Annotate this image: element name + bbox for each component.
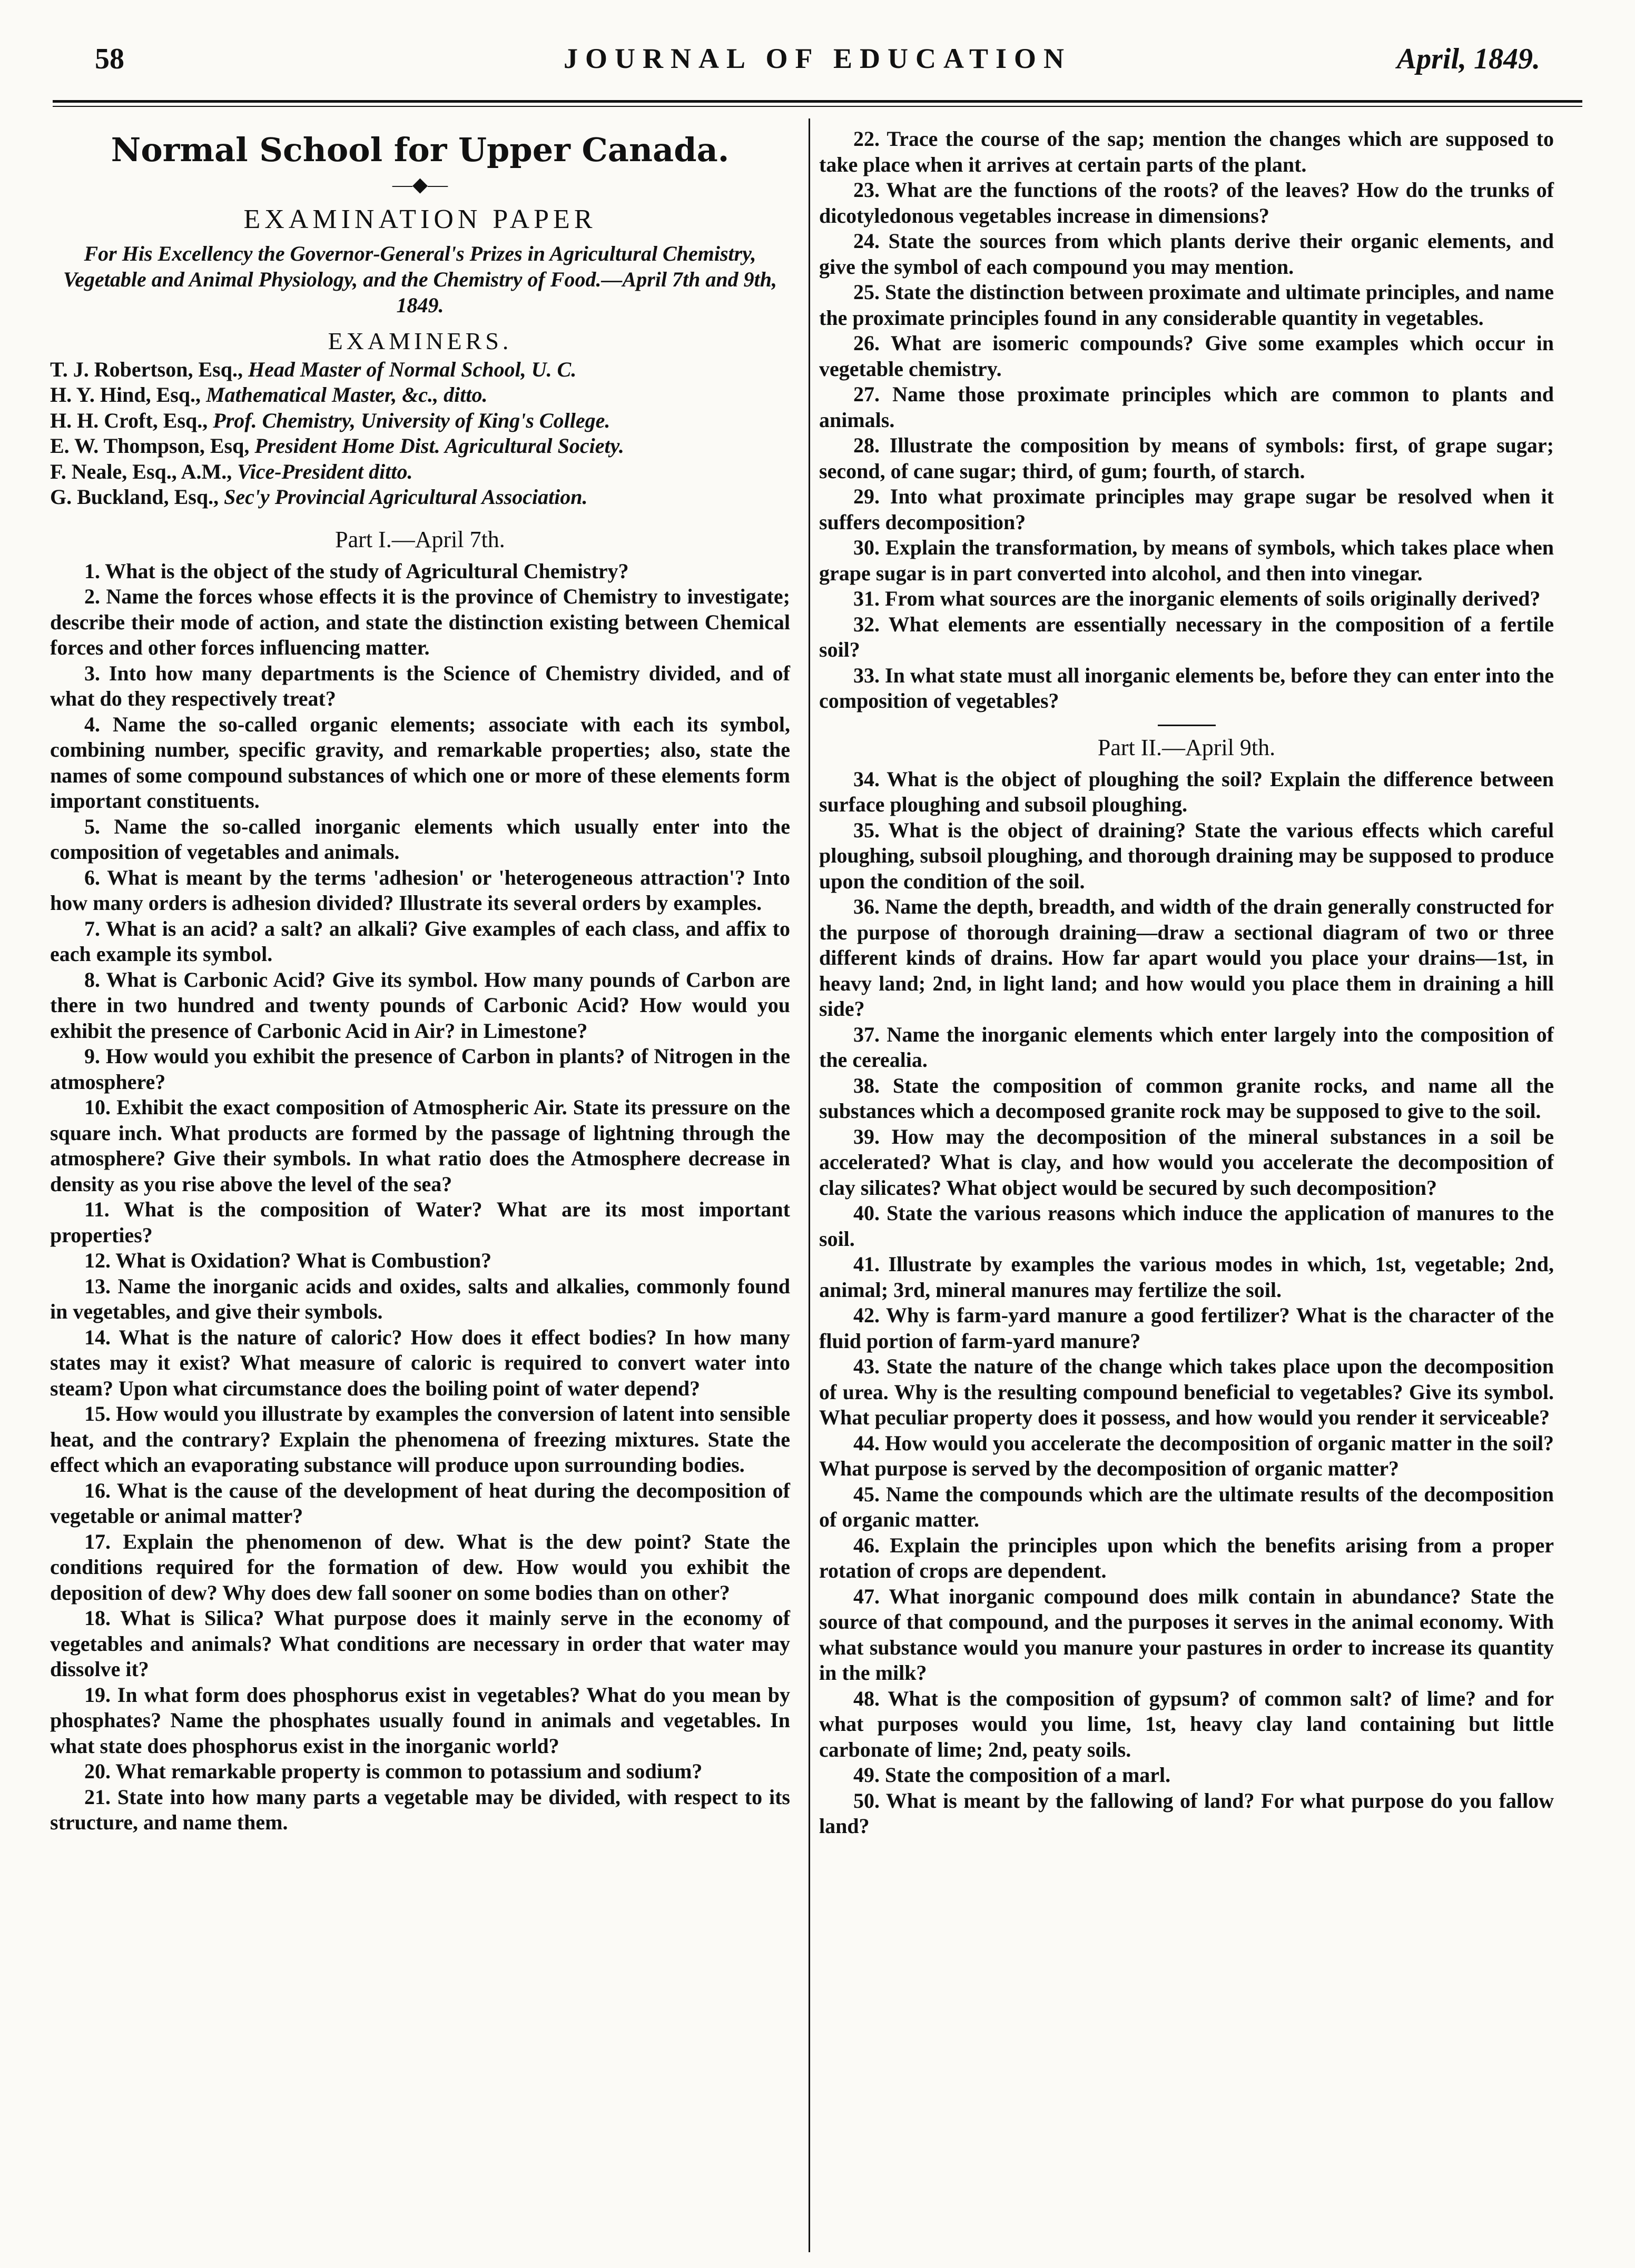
part2-heading: Part II.—April 9th. [1097, 734, 1276, 760]
question: 15. How would you illustrate by examples the conversion of latent into sensible heat, and the contrary? Explain the phenomena of freezing mixtures. State the effect which an evaporating substance will produce upon surrounding bodies. [50, 1402, 790, 1477]
column-divider [809, 118, 810, 2252]
question: 45. Name the compounds which are the ultimate results of the decomposition of organic matter. [819, 1482, 1554, 1531]
examiner-row [50, 357, 790, 383]
examiner-row [50, 382, 790, 408]
question: 9. How would you exhibit the presence of Carbon in plants? of Nitrogen in the atmosphere? [50, 1044, 790, 1094]
question: 13. Name the inorganic acids and oxides, salts and alkalies, commonly found in vegetables, and give their symbols. [50, 1274, 790, 1323]
question: 22. Trace the course of the sap; mention the changes which are supposed to take place when it arrives at certain parts of the plant. [819, 127, 1554, 176]
question: 33. In what state must all inorganic elements be, before they can enter into the composition of vegetables? [819, 663, 1554, 712]
question: 6. What is meant by the terms 'adhesion' or 'heterogeneous attraction'? Into how many orders is adhesion divided? Illustrate its several orders by examples. [50, 865, 790, 915]
examiner-name: G. Buckland, Esq., [50, 485, 219, 509]
question: 25. State the distinction between proximate and ultimate principles, and name the proximate principles found in any considerable quantity in vegetables. [819, 280, 1554, 330]
question: 4. Name the so-called organic elements; associate with each its symbol, combining number, specific gravity, and remarkable properties; also, state the names of some compound substances of which one or more of these elements form important constituents. [50, 712, 790, 813]
school-heading: Normal School for Upper Canada. [111, 131, 730, 169]
journal-title: JOURNAL OF EDUCATION [563, 43, 1072, 74]
examiner-role: Vice-President ditto. [232, 459, 413, 483]
question: 41. Illustrate by examples the various modes in which, 1st, vegetable; 2nd, animal; 3rd, mineral manures may fertilize the soil. [819, 1252, 1554, 1302]
examiner-row [50, 484, 790, 510]
question: 8. What is Carbonic Acid? Give its symbol. How many pounds of Carbon are there in two hundred and twenty pounds of Carbonic Acid? How would you exhibit the presence of Carbonic Acid in Air? in Limestone? [50, 967, 790, 1043]
examiner-role: President Home Dist. Agricultural Society. [249, 434, 624, 458]
question: 7. What is an acid? a salt? an alkali? Give examples of each class, and affix to each example its symbol. [50, 916, 790, 966]
question: 24. State the sources from which plants derive their organic elements, and give the symbol of each compound you may mention. [819, 229, 1554, 279]
examiners-list [50, 357, 790, 510]
examiners-heading: EXAMINERS. [328, 328, 513, 354]
right-questions [819, 126, 1554, 714]
exam-paper-title: EXAMINATION PAPER [243, 204, 597, 234]
question: 36. Name the depth, breadth, and width of the drain generally constructed for the purpose of thorough draining—draw a sectional diagram of two or three different kinds of drains. How far apart would you place your drains—1st, in heavy land; 2nd, in light land; and how would you place them in draining a hill side? [819, 895, 1554, 1021]
question: 31. From what sources are the inorganic elements of soils originally derived? [853, 587, 1541, 610]
question: 16. What is the cause of the development of heat during the decomposition of vegetable or animal matter? [50, 1478, 790, 1528]
right-column [819, 126, 1554, 1839]
question: 42. Why is farm-yard manure a good fertilizer? What is the character of the fluid portion of farm-yard manure? [819, 1303, 1554, 1353]
question: 48. What is the composition of gypsum? of common salt? of lime? and for what purposes would you lime, 1st, heavy clay land containing but little carbonate of lime; 2nd, peaty soils. [819, 1686, 1554, 1761]
question: 37. Name the inorganic elements which enter largely into the composition of the cerealia. [819, 1022, 1554, 1072]
question: 39. How may the decomposition of the mineral substances in a soil be accelerated? What is clay, and how would you accelerate the decomposition of clay silicates? What object would be secured by such decomposition? [819, 1124, 1554, 1200]
issue-date: April, 1849. [1396, 43, 1540, 75]
question: 17. Explain the phenomenon of dew. What is the dew point? State the conditions required for the formation of dew. How would you exhibit the deposition of dew? Why does dew fall sooner on some bodies than on other? [50, 1529, 790, 1605]
examiner-name: H. H. Croft, Esq., [50, 408, 208, 432]
question: 44. How would you accelerate the decomposition of organic matter in the soil? What purpose is served by the decomposition of organic matter? [819, 1431, 1554, 1480]
question: 11. What is the composition of Water? What are its most important properties? [50, 1197, 790, 1247]
question: 30. Explain the transformation, by means of symbols, which takes place when grape sugar is in part converted into alcohol, and then into vinegar. [819, 536, 1554, 585]
question: 2. Name the forces whose effects it is the province of Chemistry to investigate; describe their mode of action, and state the distinction existing between Chemical forces and other forces influencing matter. [50, 585, 790, 659]
examiner-role: Prof. Chemistry, University of King's College. [208, 408, 610, 432]
question: 18. What is Silica? What purpose does it mainly serve in the economy of vegetables and animals? What conditions are necessary in order that water may dissolve it? [50, 1606, 790, 1681]
question: 34. What is the object of ploughing the soil? Explain the difference between surface ploughing and subsoil ploughing. [819, 767, 1554, 816]
question: 5. Name the so-called inorganic elements which usually enter into the composition of vegetables and animals. [50, 814, 790, 864]
part1-heading: Part I.—April 7th. [335, 526, 505, 552]
examiner-name: E. W. Thompson, Esq, [50, 434, 250, 458]
question: 38. State the composition of common granite rocks, and name all the substances which a decomposed granite rock may be supposed to give to the soil. [819, 1073, 1554, 1123]
examiner-row [50, 433, 790, 459]
question: 29. Into what proximate principles may grape sugar be resolved when it suffers decomposition? [819, 484, 1554, 534]
question: 21. State into how many parts a vegetable may be divided, with respect to its structure, and name them. [50, 1785, 790, 1834]
question: 20. What remarkable property is common to potassium and sodium? [84, 1759, 703, 1783]
question: 28. Illustrate the composition by means of symbols: first, of grape sugar; second, of cane sugar; third, of gum; fourth, of starch. [819, 433, 1554, 483]
question: 23. What are the functions of the roots? of the leaves? How do the trunks of dicotyledonous vegetables increase in dimensions? [819, 178, 1554, 227]
question: 50. What is meant by the fallowing of land? For what purpose do you fallow land? [819, 1788, 1554, 1838]
prize-description: For His Excellency the Governor-General's Prizes in Agricultural Chemistry, Vegetable and Animal Physiology, and the Chemistry of Food.—April 7th and 9th, 1849. [63, 242, 777, 317]
examiner-role: Sec'y Provincial Agricultural Association. [219, 485, 588, 509]
examiner-role: Head Master of Normal School, U. C. [242, 357, 577, 381]
question: 27. Name those proximate principles which are common to plants and animals. [819, 382, 1554, 432]
question: 26. What are isomeric compounds? Give some examples which occur in vegetable chemistry. [819, 331, 1554, 381]
question: 35. What is the object of draining? State the various effects which careful ploughing, subsoil ploughing, and thorough draining may be supposed to produce upon the condition of the soil. [819, 818, 1554, 893]
section-rule [1158, 725, 1216, 726]
question: 32. What elements are essentially necessary in the composition of a fertile soil? [819, 612, 1554, 661]
question: 12. What is Oxidation? What is Combustion? [84, 1249, 492, 1272]
examiner-role: Mathematical Master, &c., ditto. [201, 383, 488, 407]
question: 14. What is the nature of caloric? How does it effect bodies? In how many states may it exist? What measure of caloric is required to convert water into steam? Upon what circumstance does the boiling point of water depend? [50, 1325, 790, 1400]
examiner-name: T. J. Robertson, Esq., [50, 357, 243, 381]
question: 10. Exhibit the exact composition of Atmospheric Air. State its pressure on the square inch. What products are formed by the passage of lightning through the atmosphere? Give their symbols. In what ratio does the Atmosphere decrease in density as you rise above the level of the sea? [50, 1095, 790, 1196]
question: 46. Explain the principles upon which the benefits arising from a proper rotation of crops are dependent. [819, 1533, 1554, 1582]
question: 3. Into how many departments is the Science of Chemistry divided, and of what do they respectively treat? [50, 661, 790, 710]
header-rule [53, 100, 1582, 107]
left-column [50, 126, 790, 1836]
question: 40. State the various reasons which induce the application of manures to the soil. [819, 1201, 1554, 1251]
question: 1. What is the object of the study of Agricultural Chemistry? [84, 559, 629, 583]
part2-questions [819, 767, 1554, 1839]
question: 49. State the composition of a marl. [853, 1763, 1171, 1787]
question: 43. State the nature of the change which takes place upon the decomposition of urea. Why is the resulting compound beneficial to vegetables? Give its symbol. What peculiar property does it possess, and how would you render it serviceable? [819, 1354, 1554, 1429]
question: 19. In what form does phosphorus exist in vegetables? What do you mean by phosphates? Name the phosphates usually found in animals and vegetables. In what state does phosphorus exist in the inorganic world? [50, 1682, 790, 1758]
question: 47. What inorganic compound does milk contain in abundance? State the source of that compound, and the purposes it serves in the animal economy. With what substance would you manure your pastures in order to increase its quantity in the milk? [819, 1584, 1554, 1685]
examiner-name: H. Y. Hind, Esq., [50, 383, 201, 407]
examiner-name: F. Neale, Esq., A.M., [50, 459, 232, 483]
part1-questions [50, 559, 790, 1836]
examiner-row [50, 459, 790, 485]
ornament: —◆— [392, 174, 448, 196]
examiner-row [50, 408, 790, 434]
page-number: 58 [95, 43, 124, 75]
